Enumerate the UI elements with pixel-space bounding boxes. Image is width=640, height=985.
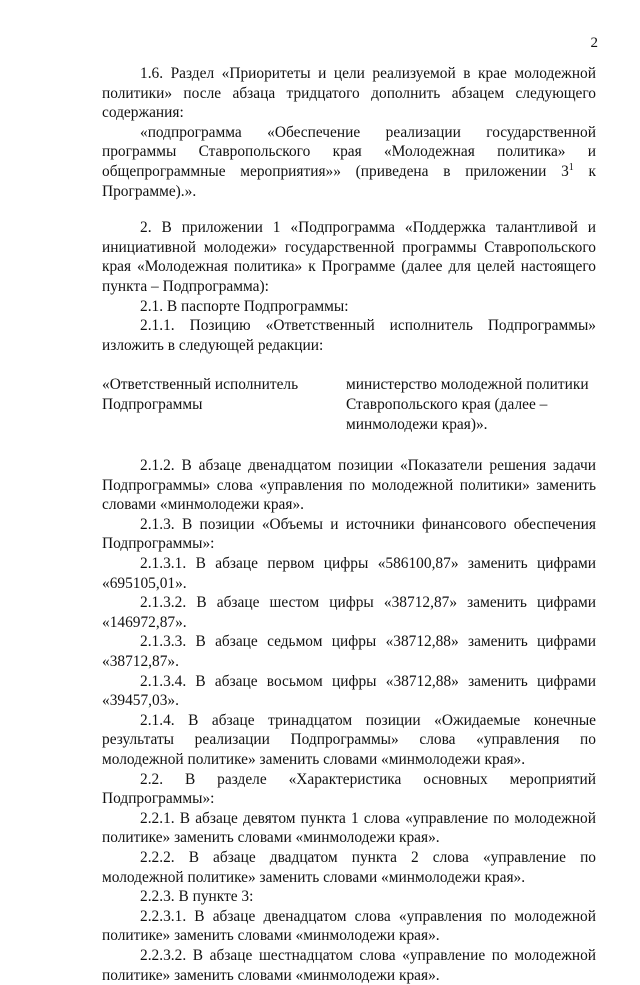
paragraph: 2.1. В паспорте Подпрограммы:	[140, 297, 349, 315]
paragraph: 2.2.3.1. В абзаце двенадцатом слова «управления по молодежной политике» заменить словами «минмолодежи края».	[102, 907, 596, 945]
paragraph-text: к Программе).».	[102, 162, 596, 200]
paragraph: 2.2.3.2. В абзаце шестнадцатом слова «управление по молодежной политике» заменить словами «минмолодежи края».	[102, 946, 596, 984]
paragraph: 2.2.3. В пункте 3:	[140, 888, 254, 906]
paragraph: 2.1.2. В абзаце двенадцатом позиции «Показатели решения задачи Подпрограммы» слова «управления по молодежной политики» заменить словами «минмолодежи края».	[102, 457, 596, 514]
paragraph: 2.1.3.2. В абзаце шестом цифры «38712,87» заменить цифрами «146972,87».	[102, 594, 596, 631]
position-value: министерство молодежной политики Ставропольского края (далее – минмолодежи края)».	[346, 376, 589, 433]
paragraph-text: «подпрограмма «Обеспечение реализации государственной программы Ставропольского края «Молодежная политика» и общепрограммные мероприятия»» (приведена в приложении 3	[102, 123, 596, 180]
paragraph: 1.6. Раздел «Приоритеты и цели реализуемой в крае молодежной политики» после абзаца тридцатого дополнить абзацем следующего содержания:	[102, 65, 596, 122]
paragraph: 2.2. В разделе «Характеристика основных мероприятий Подпрограммы»:	[102, 770, 596, 808]
paragraph: 2.1.4. В абзаце тринадцатом позиции «Ожидаемые конечные результаты реализации Подпрограммы» слова «управления по молодежной политике» заменить словами «минмолодежи края».	[102, 711, 596, 768]
paragraph: 2. В приложении 1 «Подпрограмма «Поддержка талантливой и инициативной молодежи» государственной программы Ставропольского края «Молодежная политика» к Программе (далее для целей настоящего пункта – Подпрограмма):	[102, 219, 596, 295]
paragraph: 2.2.2. В абзаце двадцатом пункта 2 слова «управление по молодежной политике» заменить словами «минмолодежи края».	[102, 848, 596, 886]
position-table-row	[102, 375, 596, 434]
paragraph: 2.1.3.4. В абзаце восьмом цифры «38712,88» заменить цифрами «39457,03».	[102, 672, 596, 710]
paragraph: 2.1.3.1. В абзаце первом цифры «586100,87» заменить цифрами «695105,01».	[102, 555, 596, 592]
position-label: «Ответственный исполнитель Подпрограммы	[102, 376, 299, 413]
paragraph: 2.2.1. В абзаце девятом пункта 1 слова «управление по молодежной политике» заменить словами «минмолодежи края».	[102, 809, 596, 847]
paragraph: 2.1.3. В позиции «Объемы и источники финансового обеспечения Подпрограммы»:	[102, 515, 596, 553]
paragraph: 2.1.3.3. В абзаце седьмом цифры «38712,88» заменить цифрами «38712,87».	[102, 633, 596, 671]
document-body	[102, 64, 596, 985]
paragraph: 2.1.1. Позицию «Ответственный исполнитель Подпрограммы» изложить в следующей редакции:	[102, 317, 596, 354]
superscript: 1	[568, 161, 574, 173]
paragraph	[102, 123, 596, 201]
page-number: 2	[590, 35, 598, 51]
